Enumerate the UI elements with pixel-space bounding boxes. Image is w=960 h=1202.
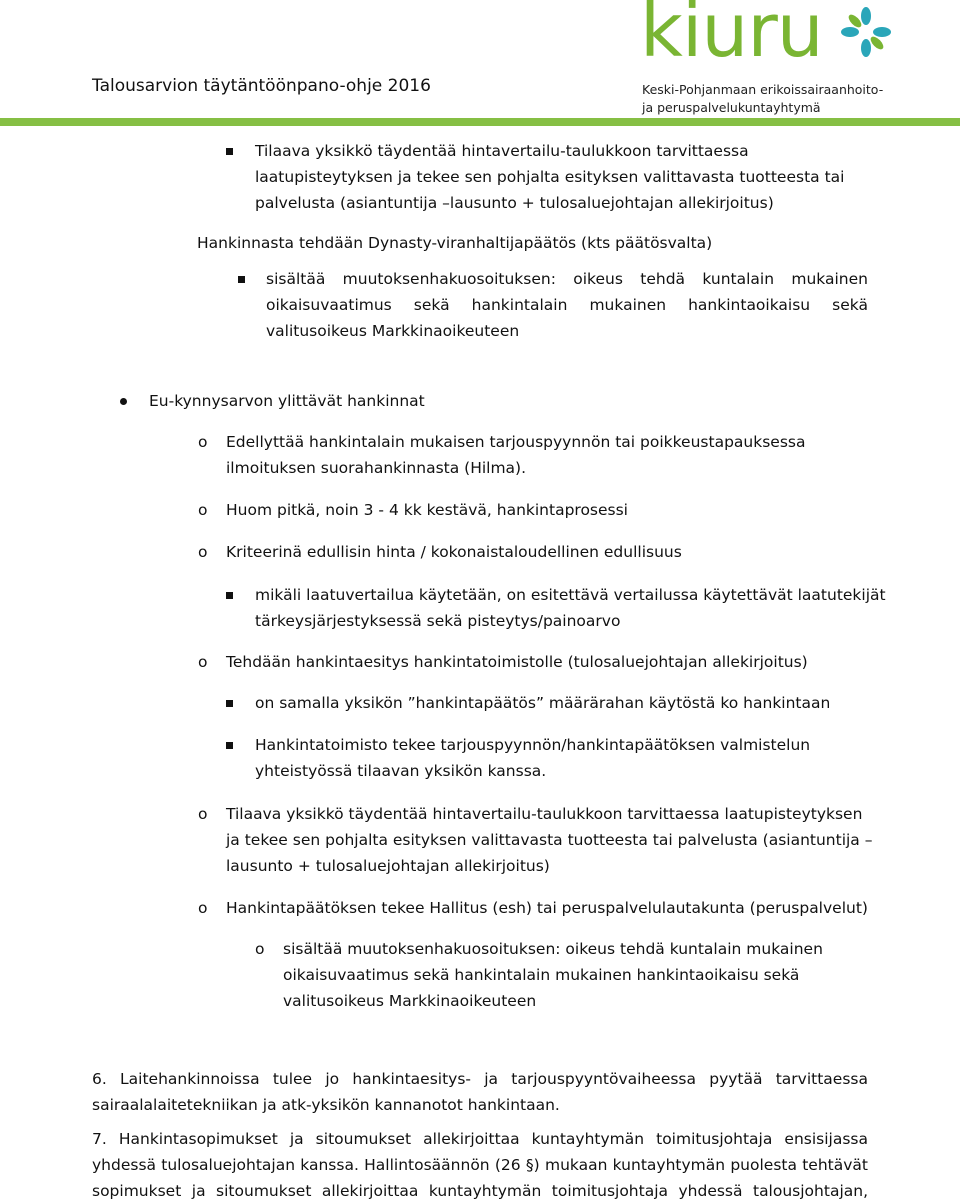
circle-bullet-marker: o <box>198 899 208 917</box>
circle-bullet-marker: o <box>198 501 208 519</box>
text-line: ilmoituksen suorahankinnasta (Hilma). <box>226 459 527 477</box>
text-line: Hankintapäätöksen tekee Hallitus (esh) tai peruspalvelulautakunta (peruspalvelut) <box>226 899 868 917</box>
text-line: on samalla yksikön ”hankintapäätös” määrärahan käytöstä ko hankintaan <box>255 694 831 712</box>
text-line: palvelusta (asiantuntija –lausunto + tulosaluejohtajan allekirjoitus) <box>255 194 774 212</box>
text-line: laatupisteytyksen ja tekee sen pohjalta esityksen valittavasta tuotteesta tai <box>255 168 845 186</box>
document-header-title: Talousarvion täytäntöönpano-ohje 2016 <box>92 76 431 96</box>
circle-bullet-marker: o <box>198 805 208 823</box>
text-line: sisältää muutoksenhakuosoituksen: oikeus tehdä kuntalain mukainen <box>266 270 868 288</box>
circle-bullet-marker: o <box>198 653 208 671</box>
text-line: Edellyttää hankintalain mukaisen tarjouspyynnön tai poikkeustapauksessa <box>226 433 806 451</box>
text-line: yhteistyössä tilaavan yksikön kanssa. <box>255 762 547 780</box>
text-line: tärkeysjärjestyksessä sekä pisteytys/painoarvo <box>255 612 621 630</box>
text-line: Tilaava yksikkö täydentää hintavertailu-taulukkoon tarvittaessa laatupisteytyksen <box>226 805 863 823</box>
text-line: Kriteerinä edullisin hinta / kokonaistaloudellinen edullisuus <box>226 543 682 561</box>
text-line: Huom pitkä, noin 3 - 4 kk kestävä, hankintaprosessi <box>226 501 628 519</box>
circle-bullet-marker: o <box>198 433 208 451</box>
logo-flower-icon <box>840 6 892 58</box>
circle-bullet-marker: o <box>255 940 265 958</box>
circle-bullet-marker: o <box>198 543 208 561</box>
square-bullet-icon <box>238 276 245 283</box>
text-line: oikaisuvaatimus sekä hankintalain mukainen hankintaoikaisu sekä <box>266 296 868 314</box>
square-bullet-icon <box>226 592 233 599</box>
text-line: mikäli laatuvertailua käytetään, on esitettävä vertailussa käytettävät laatutekijät <box>255 586 886 604</box>
text-line: valitusoikeus Markkinaoikeuteen <box>266 322 520 340</box>
text-line: ja tekee sen pohjalta esityksen valittavasta tuotteesta tai palvelusta (asiantuntija – <box>226 831 873 849</box>
paragraph-6-line: 6. Laitehankinnoissa tulee jo hankintaesitys- ja tarjouspyyntövaiheessa pyytää tarvittaessa <box>92 1070 868 1088</box>
text-line: oikaisuvaatimus sekä hankintalain mukainen hankintaoikaisu sekä <box>283 966 800 984</box>
logo-subtitle-2: ja peruspalvelukuntayhtymä <box>642 100 821 115</box>
square-bullet-icon <box>226 742 233 749</box>
paragraph-7-line: sopimukset ja sitoumukset allekirjoittaa kuntayhtymän toimitusjohtaja yhdessä talousjohtajan, <box>92 1182 868 1200</box>
text-line: lausunto + tulosaluejohtajan allekirjoitus) <box>226 857 550 875</box>
logo-wordmark: kiuru <box>640 0 823 74</box>
paragraph-7-line: 7. Hankintasopimukset ja sitoumukset allekirjoittaa kuntayhtymän toimitusjohtaja ensisijassa <box>92 1130 868 1148</box>
square-bullet-icon <box>226 700 233 707</box>
square-bullet-icon <box>226 148 233 155</box>
text-line: Hankinnasta tehdään Dynasty-viranhaltijapäätös (kts päätösvalta) <box>197 234 713 252</box>
logo-subtitle-1: Keski-Pohjanmaan erikoissairaanhoito- <box>642 82 884 97</box>
text-line: Eu-kynnysarvon ylittävät hankinnat <box>149 392 425 410</box>
text-line: Hankintatoimisto tekee tarjouspyynnön/hankintapäätöksen valmistelun <box>255 736 811 754</box>
paragraph-7-line: yhdessä tulosaluejohtajan kanssa. Hallintosäännön (26 §) mukaan kuntayhtymän puolesta tehtävät <box>92 1156 868 1174</box>
round-bullet-icon <box>120 398 127 405</box>
text-line: sisältää muutoksenhakuosoituksen: oikeus tehdä kuntalain mukainen <box>283 940 823 958</box>
text-line: Tilaava yksikkö täydentää hintavertailu-taulukkoon tarvittaessa <box>255 142 749 160</box>
header-divider <box>0 118 960 126</box>
paragraph-6-line: sairaalalaitetekniikan ja atk-yksikön kannanotot hankintaan. <box>92 1096 560 1114</box>
text-line: valitusoikeus Markkinaoikeuteen <box>283 992 537 1010</box>
kiuru-logo <box>640 2 910 120</box>
text-line: Tehdään hankintaesitys hankintatoimistolle (tulosaluejohtajan allekirjoitus) <box>226 653 808 671</box>
